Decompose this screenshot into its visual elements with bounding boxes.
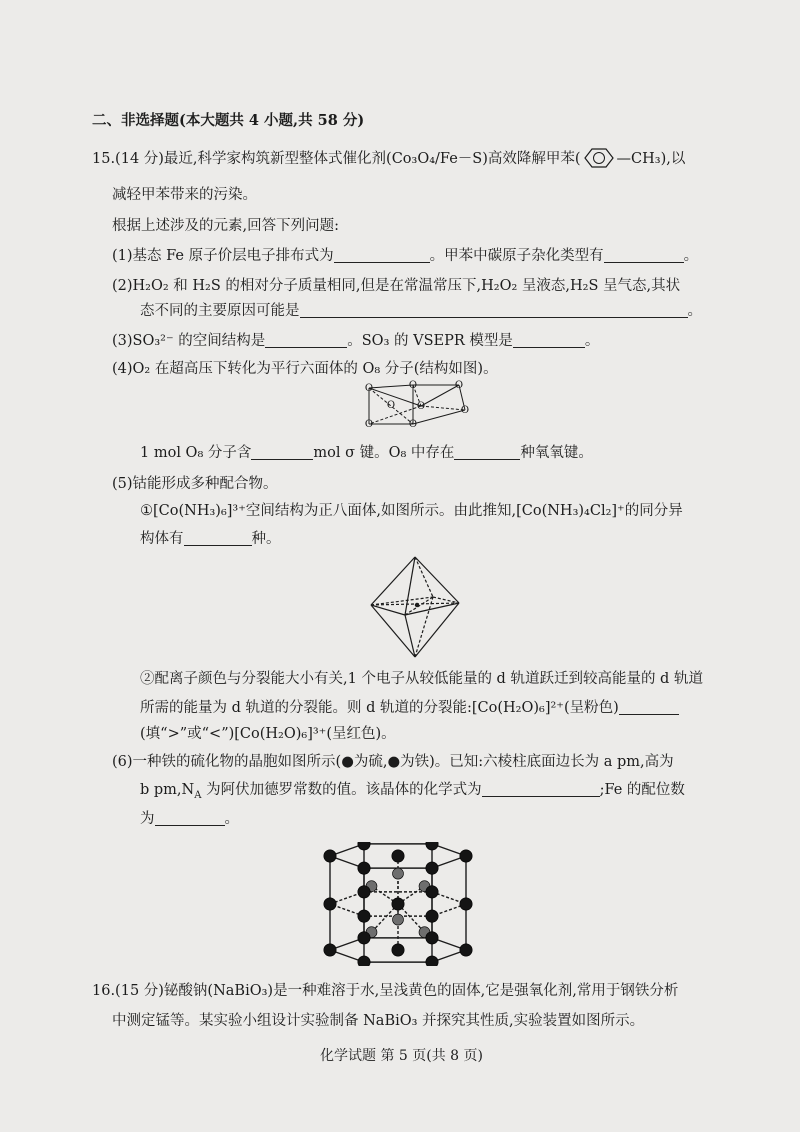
answer-blank[interactable] bbox=[604, 246, 684, 263]
page-footer: 化学试题 第 5 页(共 8 页) bbox=[320, 1048, 483, 1064]
o8-atom-label: O bbox=[364, 383, 374, 394]
q15-part2-line2 bbox=[140, 300, 702, 322]
q15-part5-1-line1: ①[Co(NH₃)₆]³⁺空间结构为正八面体,如图所示。由此推知,[Co(NH₃)₄Cl₂]⁺的同分异 bbox=[140, 503, 683, 519]
sulfur-atom bbox=[393, 914, 404, 925]
q15-part5: (5)钴能形成多种配合物。 bbox=[112, 476, 278, 492]
o8-atom-label: O bbox=[364, 419, 374, 430]
section-heading: 二、非选择题(本大题共 4 小题,共 58 分) bbox=[92, 112, 365, 129]
iron-atom bbox=[460, 898, 472, 910]
q15-part1 bbox=[112, 245, 698, 267]
q15-part6-line2 bbox=[140, 779, 685, 807]
answer-blank[interactable] bbox=[300, 301, 688, 318]
q15-part4: (4)O₂ 在超高压下转化为平行六面体的 O₈ 分子(结构如图)。 bbox=[112, 361, 498, 377]
q15-part4-text2: mol σ 键。O₈ 中存在 bbox=[313, 445, 455, 461]
q15-part2-text: 态不同的主要原因可能是 bbox=[140, 303, 300, 319]
q15-part6-text4: 为 bbox=[140, 811, 155, 827]
sulfur-atom bbox=[393, 868, 404, 879]
iron-atom bbox=[358, 910, 370, 922]
o8-atom-label: O bbox=[460, 405, 470, 416]
q15-part2-line1: (2)H₂O₂ 和 H₂S 的相对分子质量相同,但是在常温常压下,H₂O₂ 呈液态,H₂S 呈气态,其状 bbox=[112, 278, 681, 294]
q15-part1-text2: 。甲苯中碳原子杂化类型有 bbox=[429, 248, 604, 264]
o8-atom-label: O bbox=[416, 401, 426, 412]
iron-atom bbox=[426, 862, 438, 874]
iron-atom bbox=[392, 898, 404, 910]
iron-atom bbox=[426, 842, 438, 850]
iron-atom bbox=[358, 956, 370, 966]
answer-blank[interactable] bbox=[265, 331, 347, 348]
iron-atom bbox=[324, 850, 336, 862]
iron-atom bbox=[426, 910, 438, 922]
q15-part6-line3 bbox=[140, 808, 239, 830]
answer-blank[interactable] bbox=[454, 443, 520, 460]
answer-blank[interactable] bbox=[619, 698, 679, 715]
iron-atom bbox=[392, 944, 404, 956]
answer-blank[interactable] bbox=[334, 246, 430, 263]
q15-part3-text2: 。SO₃ 的 VSEPR 模型是 bbox=[347, 333, 513, 349]
iron-sulfide-unit-cell-figure bbox=[318, 842, 478, 966]
q15-part6-text2: 为阿伏加德罗常数的值。该晶体的化学式为 bbox=[201, 782, 482, 798]
q15-part4-text: 1 mol O₈ 分子含 bbox=[140, 445, 252, 461]
q15-line2: 减轻甲苯带来的污染。 bbox=[112, 187, 257, 203]
iron-atom bbox=[392, 850, 404, 862]
benzene-ring-icon bbox=[581, 147, 617, 169]
q15-part6-end: 。 bbox=[224, 811, 239, 827]
answer-blank[interactable] bbox=[155, 809, 225, 826]
q15-part6-line1: (6)一种铁的硫化物的晶胞如图所示(●为硫,●为铁)。已知:六棱柱底面边长为 a pm,高为 bbox=[112, 754, 674, 770]
iron-atom bbox=[426, 956, 438, 966]
answer-blank[interactable] bbox=[482, 780, 600, 797]
q15-part5-2-line1: ②配离子颜色与分裂能大小有关,1 个电子从较低能量的 d 轨道跃迁到较高能量的 d 轨道 bbox=[140, 671, 703, 687]
q15-part5-2-text: 所需的能量为 d 轨道的分裂能。则 d 轨道的分裂能:[Co(H₂O)₆]²⁺(呈粉色) bbox=[140, 700, 619, 716]
q16-line1: 16.(15 分)铋酸钠(NaBiO₃)是一种难溶于水,呈浅黄色的固体,它是强氧化剂,常用于钢铁分析 bbox=[92, 983, 679, 999]
iron-atom bbox=[426, 886, 438, 898]
q15-line1 bbox=[92, 147, 685, 170]
q15-part5-1-line2 bbox=[140, 528, 281, 550]
answer-blank[interactable] bbox=[251, 443, 313, 460]
iron-atom bbox=[358, 842, 370, 850]
answer-blank[interactable] bbox=[513, 331, 585, 348]
q15-line1-prefix: 15.(14 分)最近,科学家构筑新型整体式催化剂(Co₃O₄/Fe－S)高效降解甲苯( bbox=[92, 151, 581, 167]
o8-atom-label: O bbox=[386, 400, 396, 411]
iron-atom bbox=[358, 886, 370, 898]
o8-atom-label: O bbox=[454, 380, 464, 391]
octahedron-figure bbox=[365, 553, 465, 661]
o8-structure-figure bbox=[355, 378, 480, 434]
iron-atom bbox=[358, 932, 370, 944]
iron-atom bbox=[426, 932, 438, 944]
q15-part3-text: (3)SO₃²⁻ 的空间结构是 bbox=[112, 333, 266, 349]
q15-part5-1-end: 种。 bbox=[251, 531, 281, 547]
iron-atom bbox=[460, 944, 472, 956]
q15-part4-text3: 种氧氧键。 bbox=[520, 445, 593, 461]
q15-part1-end: 。 bbox=[683, 248, 699, 264]
q15-line1-suffix: ),以 bbox=[660, 151, 686, 167]
q16-line2: 中测定锰等。某实验小组设计实验制备 NaBiO₃ 并探究其性质,实验装置如图所示。 bbox=[112, 1013, 645, 1029]
q15-part3 bbox=[112, 330, 599, 352]
iron-atom bbox=[324, 898, 336, 910]
q15-part4-question bbox=[140, 442, 593, 464]
iron-atom bbox=[324, 944, 336, 956]
q15-part3-end: 。 bbox=[584, 333, 600, 349]
o8-atom-label: O bbox=[408, 419, 418, 430]
q15-part6-text: b pm,N bbox=[140, 782, 195, 798]
q15-part2-end: 。 bbox=[687, 303, 702, 319]
avogadro-subscript: A bbox=[194, 789, 202, 801]
q15-part1-text: (1)基态 Fe 原子价层电子排布式为 bbox=[112, 248, 334, 264]
iron-atom bbox=[460, 850, 472, 862]
q15-part5-2-line3: (填“>”或“<”)[Co(H₂O)₆]³⁺(呈红色)。 bbox=[140, 726, 396, 742]
q15-part6-text3: ;Fe 的配位数 bbox=[599, 782, 685, 798]
o8-atom-label: O bbox=[408, 380, 418, 391]
iron-atom bbox=[358, 862, 370, 874]
q15-line3: 根据上述涉及的元素,回答下列问题: bbox=[112, 218, 339, 234]
q15-part5-1-text: 构体有 bbox=[140, 531, 184, 547]
q15-part5-2-line2 bbox=[140, 697, 679, 719]
answer-blank[interactable] bbox=[184, 529, 252, 546]
toluene-methyl: —CH₃ bbox=[616, 151, 661, 167]
